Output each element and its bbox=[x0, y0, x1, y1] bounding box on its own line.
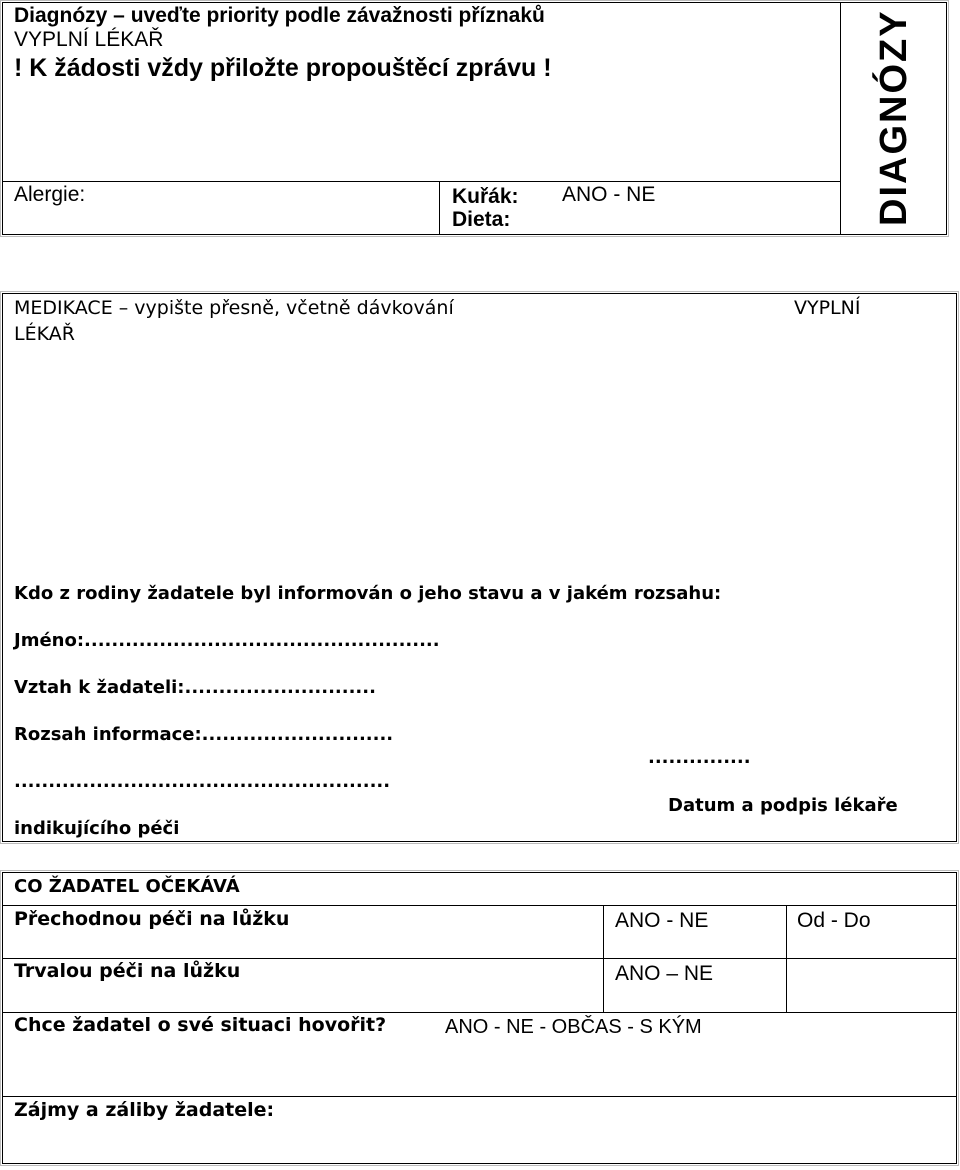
period-column-divider bbox=[786, 905, 787, 1012]
signature-dots: ............... bbox=[648, 747, 751, 768]
discharge-report-note: ! K žádosti vždy přiložte propouštěcí zprávu ! bbox=[14, 54, 552, 82]
permanent-care-label: Trvalou péči na lůžku bbox=[14, 960, 241, 982]
allergies-label: Alergie: bbox=[14, 183, 86, 206]
temporary-care-period: Od - Do bbox=[797, 909, 871, 932]
medication-filled-by-bottom: LÉKAŘ bbox=[14, 323, 75, 345]
medication-box bbox=[2, 293, 957, 842]
family-question: Kdo z rodiny žadatele byl informován o jeho stavu a v jakém rozsahu: bbox=[14, 583, 722, 604]
temporary-care-options: ANO - NE bbox=[615, 909, 709, 932]
options-column-divider bbox=[603, 905, 604, 1012]
temporary-care-label: Přechodnou péči na lůžku bbox=[14, 908, 290, 930]
diagnoses-side-divider bbox=[840, 3, 841, 234]
hobbies-label: Zájmy a záliby žadatele: bbox=[14, 1099, 275, 1121]
diagnoses-side-label: DIAGNÓZY bbox=[873, 9, 915, 226]
indicating-care-label: indikujícího péči bbox=[14, 818, 180, 839]
smoker-options: ANO - NE bbox=[562, 183, 656, 206]
doctor-signature-label: Datum a podpis lékaře bbox=[668, 795, 898, 816]
expectations-row-divider-1 bbox=[3, 905, 956, 906]
smoker-label: Kuřák: bbox=[452, 185, 519, 208]
talk-question: Chce žadatel o své situaci hovořit? bbox=[14, 1014, 387, 1036]
allergies-divider bbox=[3, 181, 840, 182]
continuation-dots: ....................................................... bbox=[14, 771, 391, 792]
diagnoses-filled-by: VYPLNÍ LÉKAŘ bbox=[14, 28, 164, 51]
medication-filled-by-top: VYPLNÍ bbox=[794, 297, 861, 319]
expectations-row-divider-4 bbox=[3, 1096, 956, 1097]
medication-title: MEDIKACE – vypište přesně, včetně dávkování bbox=[14, 297, 454, 319]
talk-options: ANO - NE - OBČAS - S KÝM bbox=[445, 1016, 702, 1038]
smoker-divider bbox=[439, 181, 440, 234]
expectations-title: CO ŽADATEL OČEKÁVÁ bbox=[14, 876, 240, 897]
family-name-line: Jméno:.................................................... bbox=[14, 630, 440, 651]
information-scope-line: Rozsah informace:............................ bbox=[14, 724, 394, 745]
expectations-row-divider-3 bbox=[3, 1012, 956, 1013]
expectations-row-divider-2 bbox=[3, 958, 956, 959]
family-relation-line: Vztah k žadateli:............................ bbox=[14, 677, 376, 698]
permanent-care-options: ANO – NE bbox=[615, 962, 714, 985]
diagnoses-title: Diagnózy – uveďte priority podle závažnosti příznaků bbox=[14, 4, 545, 27]
diet-label: Dieta: bbox=[452, 208, 511, 231]
